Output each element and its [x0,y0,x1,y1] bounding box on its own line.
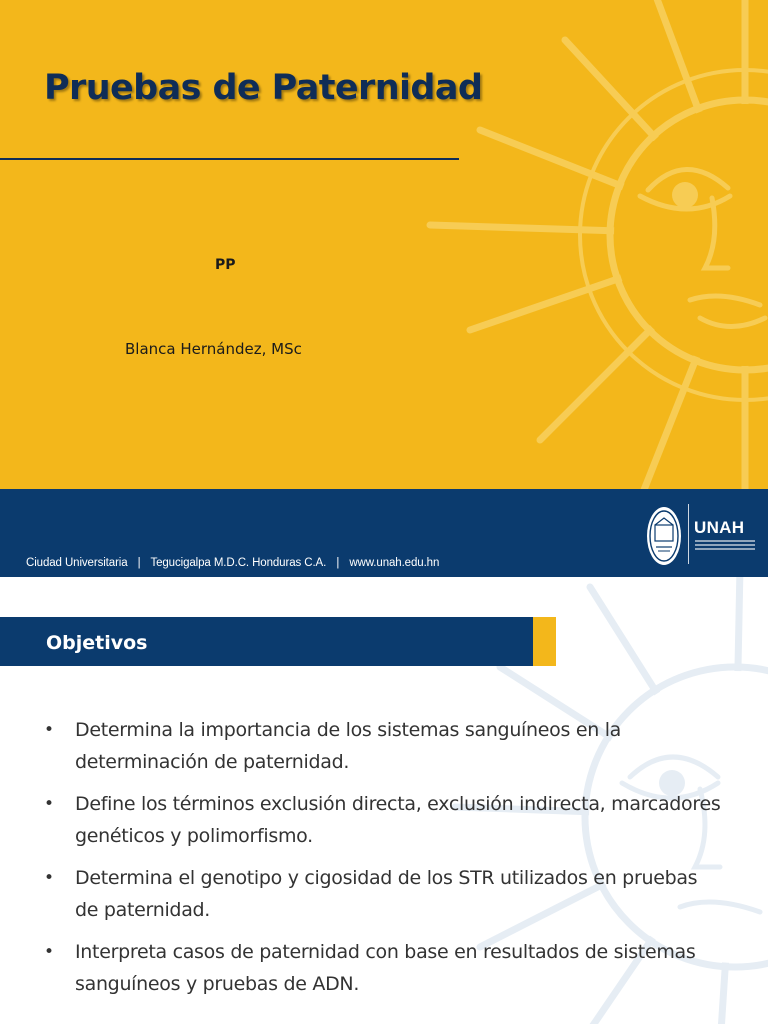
banner-accent [533,617,556,666]
list-item-text: Determina el genotipo y cigosidad de los STR utilizados en pruebas de paternidad. [75,867,698,921]
bullet-icon: • [44,868,54,888]
logo-fine-print [695,540,755,552]
objectives-heading: Objetivos [46,632,148,654]
footer-campus: Ciudad Universitaria [26,557,128,569]
list-item [44,788,724,852]
university-seal-icon [646,505,682,567]
bullet-icon: • [44,942,54,962]
list-item [44,862,724,926]
footer-website: www.unah.edu.hn [349,557,440,569]
list-item-text: Determina la importancia de los sistemas sanguíneos en la determinación de paternidad. [75,719,622,773]
list-item [44,714,724,778]
bullet-icon: • [44,794,54,814]
title-underline [0,158,459,160]
unah-logo: UNAH [694,518,745,537]
list-item-text: Interpreta casos de paternidad con base en resultados de sistemas sanguíneos y pruebas de ADN. [75,941,696,995]
objectives-list [44,714,724,1010]
objectives-slide [0,577,768,1024]
logo-divider [688,504,689,564]
bullet-icon: • [44,720,54,740]
footer-city: Tegucigalpa M.D.C. Honduras C.A. [150,557,327,569]
footer-address [26,557,439,569]
author-name: Blanca Hernández, MSc [125,340,302,358]
footer-separator: | [137,557,141,569]
list-item [44,936,724,1000]
footer-separator: | [336,557,340,569]
subtitle: PP [215,257,236,273]
list-item-text: Define los términos exclusión directa, exclusión indirecta, marcadores genéticos y polimorfismo. [75,793,721,847]
presentation-title: Pruebas de Paternidad [44,68,483,108]
